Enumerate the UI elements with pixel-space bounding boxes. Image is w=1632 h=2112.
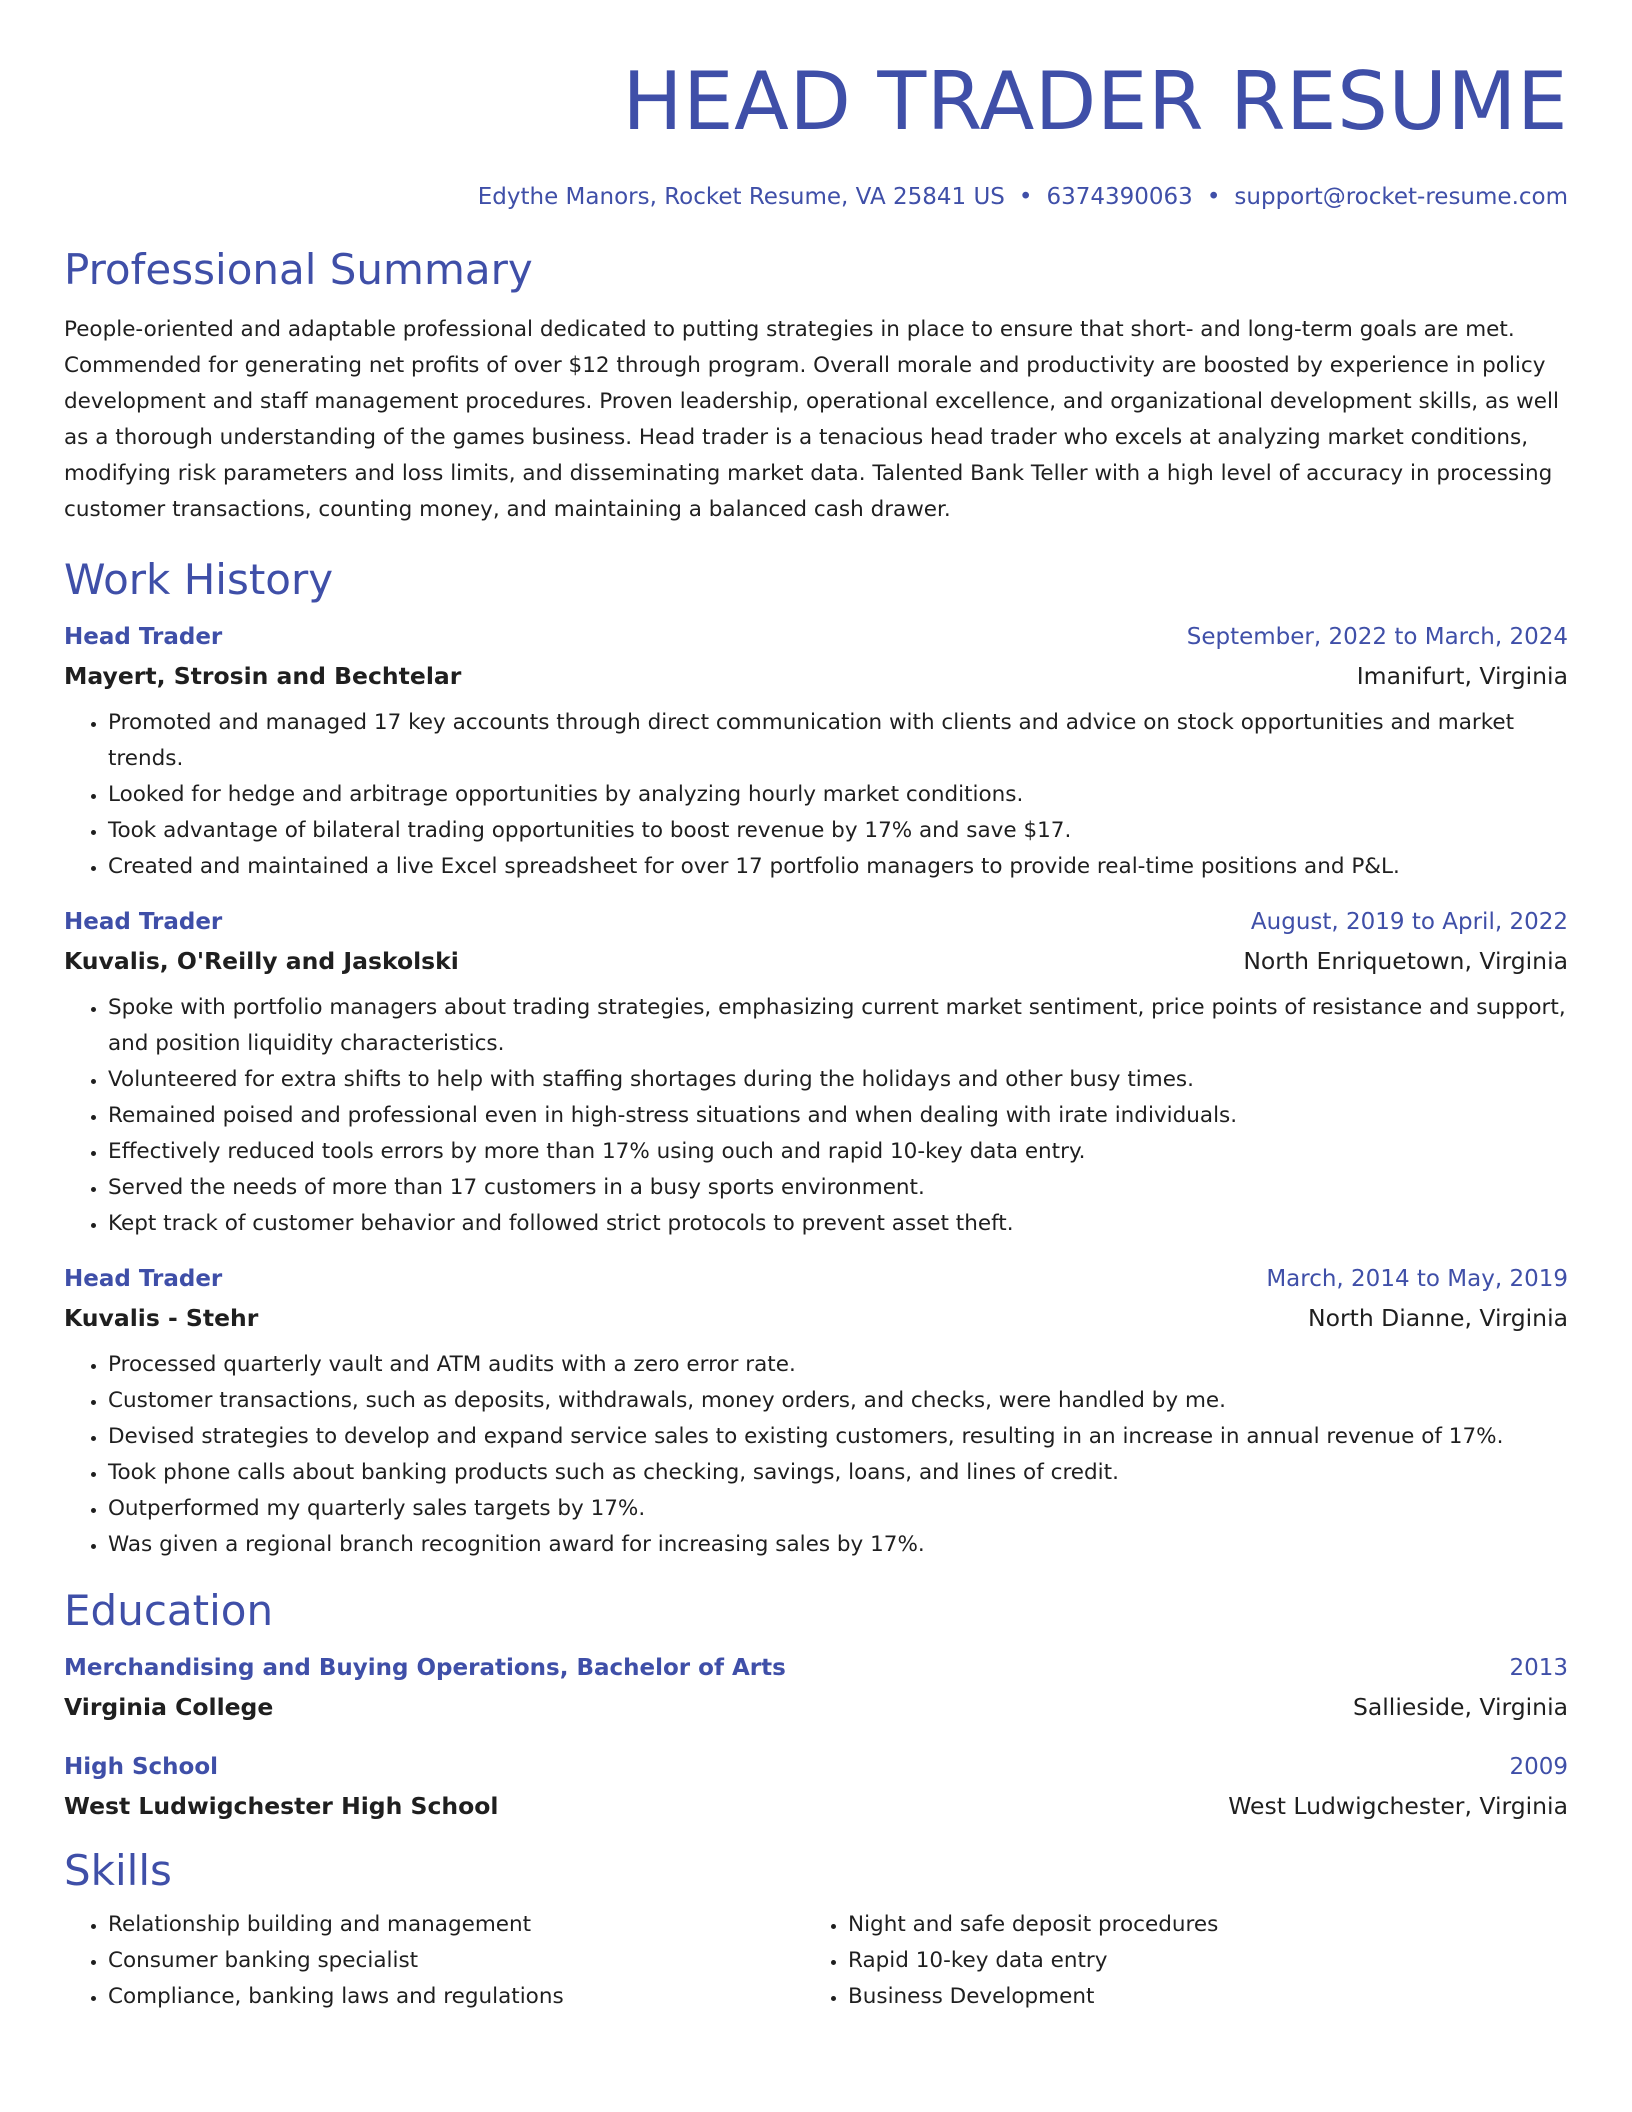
job-location: North Dianne, Virginia: [1307, 1304, 1568, 1332]
list-item: • Volunteered for extra shifts to help with staffing shortages during the holidays and other busy times.: [108, 1062, 1568, 1098]
education-entry: [64, 1750, 1568, 1823]
list-item: • Customer transactions, such as deposits, withdrawals, money orders, and checks, were handled by me.: [108, 1383, 1568, 1419]
summary-text: People-oriented and adaptable professional dedicated to putting strategies in place to ensure that short- and long-term goals are met. Commended for generating net profits of over $12 through program. Overall morale and productivity are boosted by experience in policy development and staff management procedures. Proven leadership, operational excellence, and organizational development skills, as well as a thorough understanding of the games business. Head trader is a tenacious head trader who excels at analyzing market conditions, modifying risk parameters and loss limits, and disseminating market data. Talented Bank Teller with a high level of accuracy in processing customer transactions, counting money, and maintaining a balanced cash drawer.: [64, 317, 1559, 522]
contact-email: support@rocket-resume.com: [1234, 184, 1568, 210]
education-degree: Merchandising and Buying Operations, Bachelor of Arts: [64, 1655, 786, 1681]
skill-item: • Night and safe deposit procedures: [848, 1907, 1544, 1943]
list-item: • Spoke with portfolio managers about trading strategies, emphasizing current market sentiment, price points of resistance and support, and position liquidity characteristics.: [108, 990, 1568, 1062]
list-item: • Kept track of customer behavior and followed strict protocols to prevent asset theft.: [108, 1206, 1568, 1242]
job-header: [64, 905, 1568, 939]
list-item: • Served the needs of more than 17 customers in a busy sports environment.: [108, 1170, 1568, 1206]
skill-item: • Relationship building and management: [108, 1907, 804, 1943]
list-item: • Devised strategies to develop and expand service sales to existing customers, resulting in an increase in annual revenue of 17%.: [108, 1419, 1568, 1455]
job-bullet-list: [64, 705, 1568, 885]
job-entry: [64, 1262, 1568, 1563]
skills-heading: Skills: [64, 1846, 172, 1895]
job-dates: March, 2014 to May, 2019: [1266, 1266, 1568, 1292]
skills-column-right: [804, 1907, 1544, 2015]
job-company: Mayert, Strosin and Bechtelar: [64, 662, 462, 690]
list-item: • Effectively reduced tools errors by more than 17% using ouch and rapid 10-key data entry.: [108, 1134, 1568, 1170]
job-location: North Enriquetown, Virginia: [1243, 947, 1568, 975]
education-heading: Education: [64, 1586, 274, 1635]
education-subheader: [64, 1690, 1568, 1724]
list-item: • Outperformed my quarterly sales targets by 17%.: [108, 1491, 1568, 1527]
list-item: • Took advantage of bilateral trading opportunities to boost revenue by 17% and save $17.: [108, 813, 1568, 849]
education-year: 2009: [1509, 1754, 1568, 1780]
list-item: • Took phone calls about banking products such as checking, savings, loans, and lines of credit.: [108, 1455, 1568, 1491]
list-item: • Processed quarterly vault and ATM audits with a zero error rate.: [108, 1347, 1568, 1383]
list-item: • Looked for hedge and arbitrage opportunities by analyzing hourly market conditions.: [108, 777, 1568, 813]
job-entry: [64, 905, 1568, 1242]
education-entry: [64, 1651, 1568, 1724]
education-year: 2013: [1509, 1655, 1568, 1681]
education-subheader: [64, 1789, 1568, 1823]
skills-list: [64, 1907, 804, 2015]
job-dates: August, 2019 to April, 2022: [1250, 909, 1568, 935]
education-school: West Ludwigchester High School: [64, 1792, 499, 1820]
job-location: Imanifurt, Virginia: [1356, 662, 1568, 690]
job-bullet-list: [64, 990, 1568, 1242]
resume-title: HEAD TRADER RESUME: [622, 55, 1568, 148]
skill-item: • Rapid 10-key data entry: [848, 1943, 1544, 1979]
education-header: [64, 1651, 1568, 1685]
job-subheader: [64, 1301, 1568, 1335]
education-degree: High School: [64, 1754, 219, 1780]
job-bullet-list: [64, 1347, 1568, 1563]
list-item: • Remained poised and professional even in high-stress situations and when dealing with irate individuals.: [108, 1098, 1568, 1134]
job-header: [64, 620, 1568, 654]
summary-heading: Professional Summary: [64, 245, 533, 294]
skills-grid: [64, 1907, 1568, 2015]
contact-address: Edythe Manors, Rocket Resume, VA 25841 US: [477, 184, 1005, 210]
job-header: [64, 1262, 1568, 1296]
job-subheader: [64, 659, 1568, 693]
job-title: Head Trader: [64, 624, 223, 650]
contact-separator: •: [1018, 184, 1033, 210]
education-location: Sallieside, Virginia: [1352, 1693, 1568, 1721]
skills-column-left: [64, 1907, 804, 2015]
job-title: Head Trader: [64, 909, 223, 935]
job-company: Kuvalis - Stehr: [64, 1304, 259, 1332]
job-dates: September, 2022 to March, 2024: [1186, 624, 1568, 650]
job-subheader: [64, 944, 1568, 978]
work-history-heading: Work History: [64, 555, 334, 604]
job-entry: [64, 620, 1568, 885]
list-item: • Was given a regional branch recognition award for increasing sales by 17%.: [108, 1527, 1568, 1563]
contact-separator: •: [1206, 184, 1221, 210]
list-item: • Created and maintained a live Excel spreadsheet for over 17 portfolio managers to provide real-time positions and P&L.: [108, 849, 1568, 885]
skill-item: • Consumer banking specialist: [108, 1943, 804, 1979]
job-company: Kuvalis, O'Reilly and Jaskolski: [64, 947, 459, 975]
skill-item: • Compliance, banking laws and regulations: [108, 1979, 804, 2015]
education-location: West Ludwigchester, Virginia: [1228, 1792, 1568, 1820]
skills-list: [804, 1907, 1544, 2015]
education-header: [64, 1750, 1568, 1784]
skill-item: • Business Development: [848, 1979, 1544, 2015]
job-title: Head Trader: [64, 1266, 223, 1292]
list-item: • Promoted and managed 17 key accounts through direct communication with clients and advice on stock opportunities and market trends.: [108, 705, 1568, 777]
education-school: Virginia College: [64, 1693, 274, 1721]
contact-line: [64, 182, 1568, 212]
contact-phone: 6374390063: [1046, 184, 1193, 210]
